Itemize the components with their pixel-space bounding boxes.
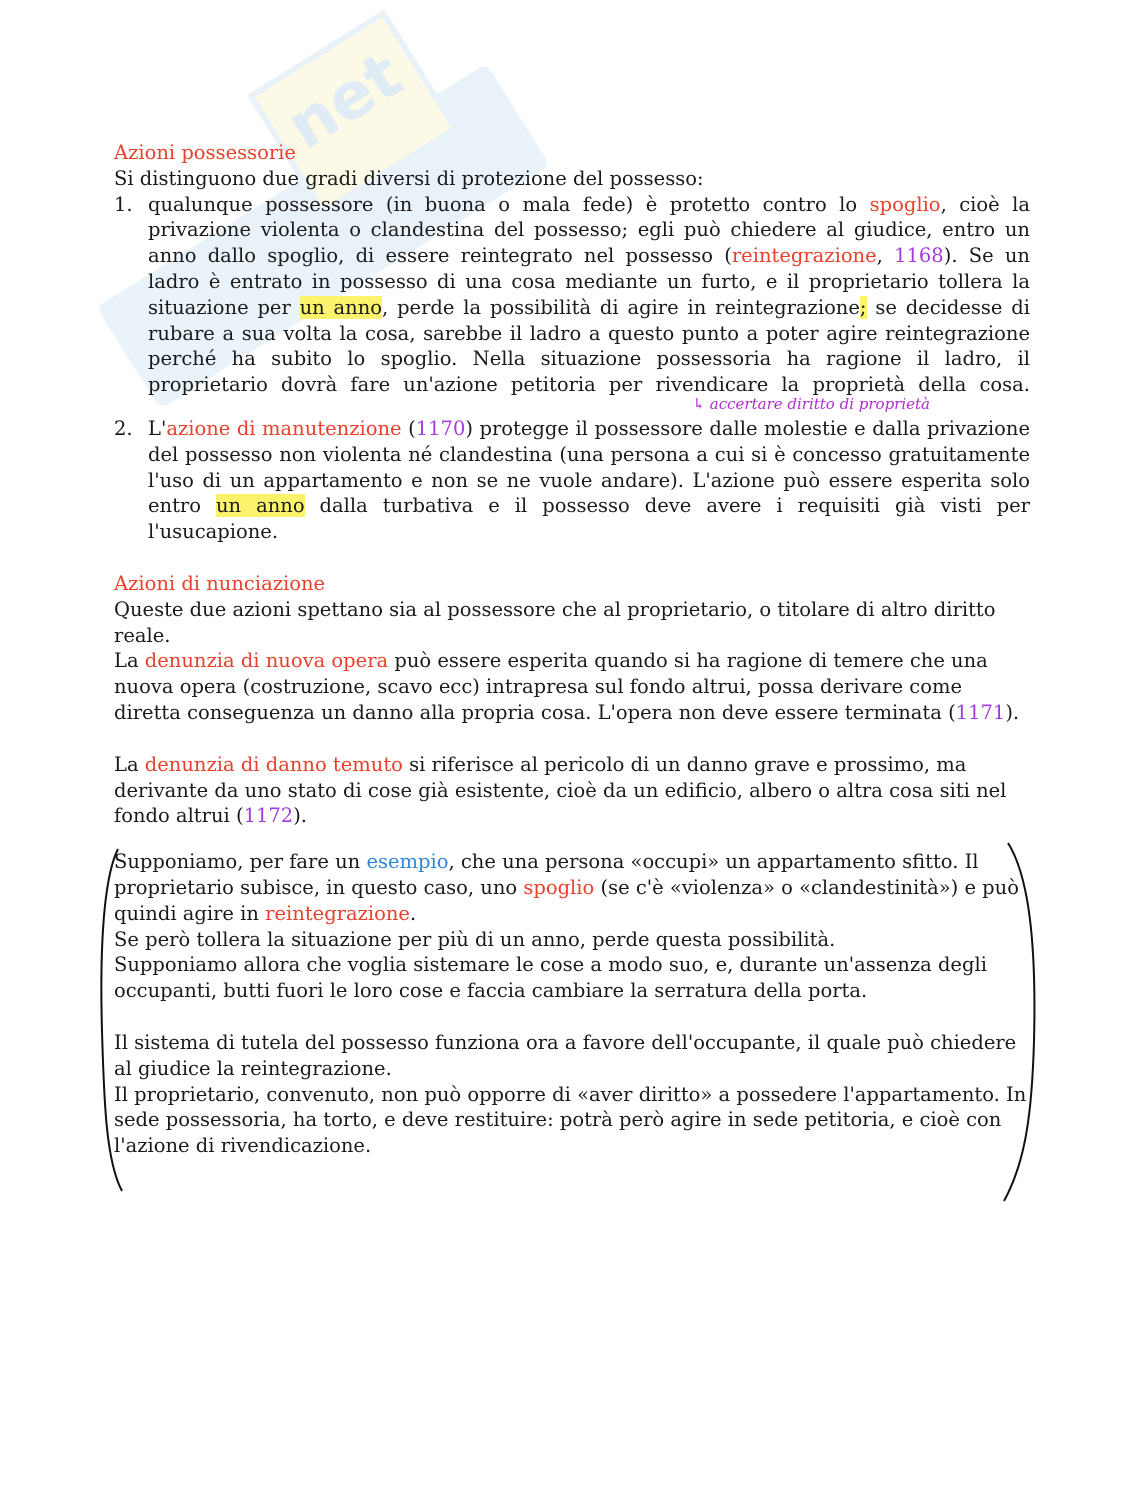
example-box [114, 843, 1030, 1165]
example-paragraph-1 [114, 849, 1030, 926]
watermark-text: net [274, 38, 416, 165]
example-paragraph-3: Supponiamo allora che voglia sistemare le cose a modo suo, e, durante un'assenza degli occupanti, butti fuori le loro cose e faccia cambiare la serratura della porta. [114, 953, 987, 1003]
text-run: ). [293, 804, 308, 828]
text-run: La [114, 649, 145, 673]
highlight: un anno [299, 295, 383, 319]
article-ref: 1171 [955, 700, 1006, 724]
text-run: dalla turbativa e il possesso deve avere i requisiti già visti per l'usucapione. [148, 494, 1030, 544]
text-run: La [114, 752, 145, 776]
paragraph-denunzia-nuova-opera [114, 648, 1030, 725]
term-esempio: esempio [366, 850, 449, 874]
section-title-azioni-possessorie: Azioni possessorie [114, 141, 296, 164]
section-title-azioni-di-nunciazione: Azioni di nunciazione [114, 571, 326, 595]
article-ref: 1170 [415, 416, 466, 440]
text-run: qualunque possessore (in buona o mala fede) è protetto contro lo [148, 192, 870, 216]
list-item-1 [114, 192, 1030, 398]
text-run: (se c'è «violenza» o «clandestinità») e può quindi agire in [114, 875, 1019, 925]
text-run: , perde la possibilità di agire in reintegrazione [382, 295, 860, 319]
term-spoglio: spoglio [523, 875, 595, 899]
term-spoglio: spoglio [869, 192, 941, 216]
example-paragraph-2: Se però tollera la situazione per più di un anno, perde questa possibilità. [114, 927, 836, 951]
list-number: 2. [114, 416, 133, 440]
article-ref: 1168 [894, 244, 944, 268]
list-item-2 [114, 416, 1030, 545]
document-page [114, 140, 1030, 1165]
handwritten-annotation-row [114, 392, 1030, 416]
text-run: . [409, 901, 417, 925]
term-azione-di-manutenzione: azione di manutenzione [166, 416, 402, 440]
text-run: ). [1005, 700, 1020, 724]
article-ref: 1172 [243, 804, 294, 828]
term-reintegrazione: reintegrazione [731, 244, 877, 268]
text-run: Supponiamo, per fare un [114, 850, 367, 874]
paragraph-denunzia-danno-temuto [114, 752, 1030, 829]
example-paragraph-4: Il sistema di tutela del possesso funziona ora a favore dell'occupante, il quale può chiedere al giudice la reintegrazione. [114, 1030, 1017, 1080]
section-intro: Queste due azioni spettano sia al possessore che al proprietario, o titolare di altro diritto reale. [114, 597, 996, 647]
handwritten-annotation: ↳ accertare diritto di proprietà [692, 394, 930, 413]
term-denunzia-nuova-opera: denunzia di nuova opera [144, 649, 389, 673]
numbered-list [114, 192, 1030, 545]
text-run: ) protegge il possessore dalle molestie e dalla privazione del possesso non violenta né clandestina (una persona a cui si è concesso gratuitamente l'uso di un appartamento e non se ne vuole andare). L'azione può essere esperita solo entro [148, 416, 1030, 518]
text-run: , cioè la privazione violenta o clandestina del possesso; egli può chiedere al giudice, entro un anno dallo spoglio, di essere reintegrato nel possesso ( [148, 192, 1031, 268]
text-run: , [876, 244, 895, 268]
text-run: se decidesse di rubare a sua volta la cosa, sarebbe il ladro a questo punto a poter agire reintegrazione perché ha subito lo spoglio. Nella situazione possessoria ha ragione il ladro, il proprietario dovrà fare un'azione petitoria per rivendicare la proprietà della cosa. [148, 295, 1030, 397]
list-number: 1. [114, 192, 133, 216]
text-run: ). Se un ladro è entrato in possesso di una cosa mediante un furto, e il proprietario tollera la situazione per [148, 244, 1030, 319]
section-intro: Si distinguono due gradi diversi di protezione del possesso: [114, 166, 704, 190]
text-run: si riferisce al pericolo di un danno grave e prossimo, ma derivante da uno stato di cose già esistente, cioè da un edificio, albero o altra cosa siti nel fondo altrui ( [114, 752, 1007, 828]
example-paragraph-5: Il proprietario, convenuto, non può opporre di «aver diritto» a possedere l'appartamento. In sede possessoria, ha torto, e deve restituire: potrà però agire in sede petitoria, e cioè con l'azione di rivendicazione. [114, 1082, 1027, 1158]
text-run: L' [148, 416, 167, 440]
text-run: può essere esperita quando si ha ragione di temere che una nuova opera (costruzione, scavo ecc) intrapresa sul fondo altrui, possa derivare come diretta conseguenza un danno alla propria cosa. L'opera non deve essere terminata ( [114, 649, 988, 724]
term-reintegrazione: reintegrazione [265, 901, 410, 925]
highlight: ; [859, 295, 867, 319]
text-run: ( [401, 416, 416, 440]
highlight: un anno [215, 494, 305, 518]
term-denunzia-danno-temuto: denunzia di danno temuto [144, 752, 403, 776]
text-run: , che una persona «occupi» un appartamento sfitto. Il proprietario subisce, in questo caso, uno [114, 850, 979, 899]
